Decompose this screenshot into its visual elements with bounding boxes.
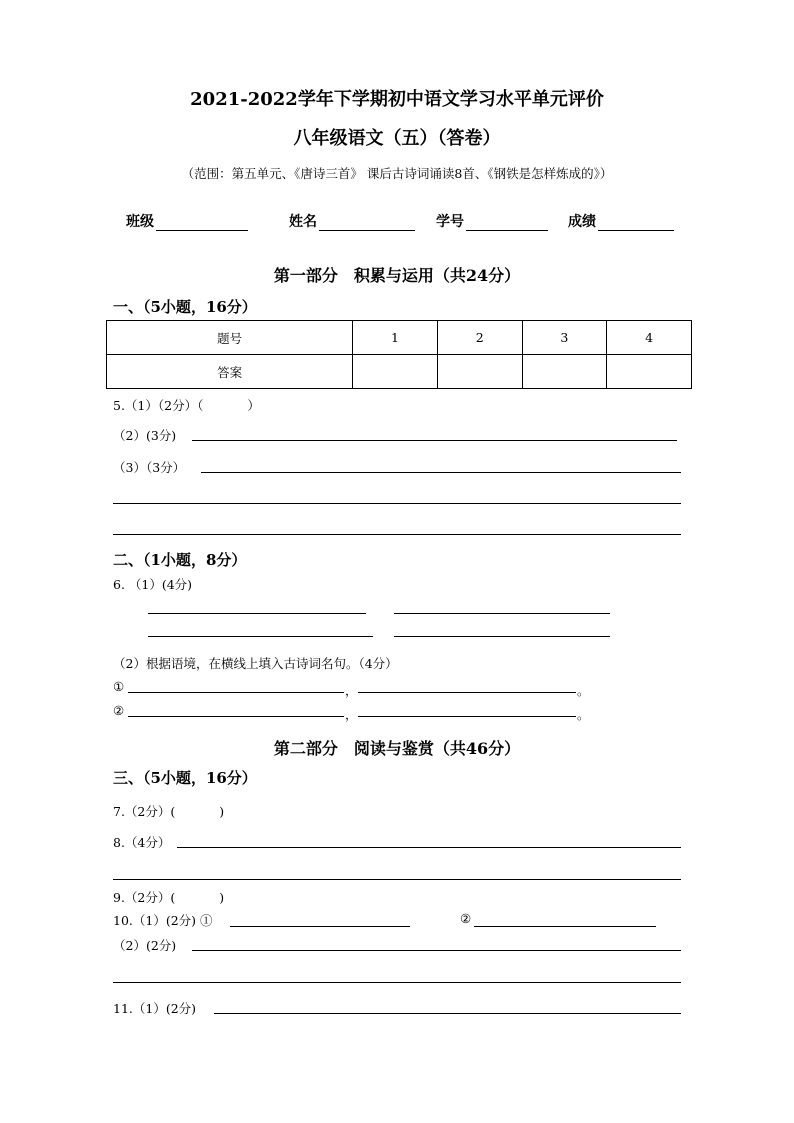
q7-text: 7.（2分）(: [113, 804, 176, 819]
q6-2-2-answer-line-b[interactable]: [358, 716, 576, 717]
table-header-cell: 3: [522, 321, 607, 355]
q6-2-label: （2）根据语境，在横线上填入古诗词名句。（4分）: [113, 656, 398, 671]
part1-heading: 第一部分 积累与运用（共24分）: [273, 266, 521, 285]
q9-label: [113, 888, 224, 906]
q6-2-1-answer-line-a[interactable]: [128, 692, 344, 693]
q10-2-answer-line-1[interactable]: [192, 950, 681, 951]
q6-1-answer-line-1[interactable]: [148, 613, 366, 614]
q7-label: [113, 802, 224, 820]
score-label: 成绩: [568, 214, 596, 230]
exam-subtitle: 八年级语文（五）（答卷）: [293, 128, 501, 149]
q10-1-answer-line-1[interactable]: [230, 926, 410, 927]
q6-2-2-period: 。: [577, 707, 590, 722]
q5-3-answer-line-3[interactable]: [113, 534, 681, 535]
q8-answer-line-2[interactable]: [113, 879, 681, 880]
q6-2-circle2: ②: [113, 703, 125, 718]
q6-2-2-answer-line-a[interactable]: [128, 716, 344, 717]
q8-answer-line-1[interactable]: [177, 847, 681, 848]
table-header-cell: 1: [353, 321, 438, 355]
q5-1-close: ）: [247, 398, 260, 413]
name-label: 姓名: [289, 214, 317, 230]
q5-1-text: 5.（1）（2分）（: [113, 398, 204, 413]
q11-1-answer-line[interactable]: [214, 1013, 681, 1014]
answer-cell-3[interactable]: [522, 355, 607, 389]
answer-cell-2[interactable]: [437, 355, 522, 389]
class-label: 班级: [126, 214, 154, 230]
q5-1-label: [113, 396, 260, 414]
table-header-cell: 2: [437, 321, 522, 355]
q6-2-1-answer-line-b[interactable]: [358, 692, 576, 693]
q6-1-label: 6. （1）(4分): [113, 577, 193, 592]
q5-3-label: （3）（3分）: [113, 460, 186, 475]
q6-2-1-comma: ，: [345, 683, 358, 698]
q10-2-label: （2）(2分): [113, 938, 177, 953]
q7-close: ): [219, 804, 225, 819]
q10-1-circle2: ②: [460, 911, 472, 926]
q5-3-answer-line-2[interactable]: [113, 503, 681, 504]
q6-2-1-period: 。: [577, 683, 590, 698]
table-row: [107, 355, 692, 389]
part2-heading: 第二部分 阅读与鉴赏（共46分）: [273, 739, 521, 758]
answer-label-cell: 答案: [107, 355, 353, 389]
q10-2-answer-line-2[interactable]: [113, 982, 681, 983]
table-header-cell: 4: [607, 321, 692, 355]
q8-label: 8.（4分）: [113, 835, 171, 850]
answer-cell-1[interactable]: [353, 355, 438, 389]
q10-1-answer-line-2[interactable]: [474, 926, 656, 927]
q6-1-answer-line-3[interactable]: [148, 636, 373, 637]
table-row: [107, 321, 692, 355]
q5-2-label: （2）(3分): [113, 428, 177, 443]
q10-1-label: 10.（1）(2分) ①: [113, 913, 213, 928]
q6-1-answer-line-2[interactable]: [394, 613, 610, 614]
answer-table: [106, 320, 692, 389]
section3-heading: 三、（5小题，16分）: [113, 769, 257, 787]
score-field[interactable]: [568, 211, 674, 231]
q6-1-answer-line-4[interactable]: [394, 636, 610, 637]
class-field[interactable]: [126, 211, 248, 231]
q6-2-circle1: ①: [113, 679, 125, 694]
q6-2-2-comma: ，: [345, 707, 358, 722]
q9-text: 9.（2分）(: [113, 890, 176, 905]
exam-scope: （范围：第五单元、《唐诗三首》 课后古诗词诵读8首、《钢铁是怎样炼成的》）: [181, 166, 613, 181]
answer-cell-4[interactable]: [607, 355, 692, 389]
q9-close: ): [219, 890, 225, 905]
section1-heading: 一、（5小题，16分）: [113, 298, 257, 316]
q11-1-label: 11.（1）(2分): [113, 1001, 197, 1016]
name-field[interactable]: [289, 211, 415, 231]
q5-3-answer-line[interactable]: [201, 472, 681, 473]
table-header-cell: 题号: [107, 321, 353, 355]
student-id-field[interactable]: [436, 211, 548, 231]
exam-title: 2021-2022学年下学期初中语文学习水平单元评价: [190, 89, 604, 110]
q5-2-answer-line[interactable]: [192, 440, 677, 441]
section2-heading: 二、（1小题，8分）: [113, 551, 247, 569]
id-label: 学号: [436, 214, 464, 230]
